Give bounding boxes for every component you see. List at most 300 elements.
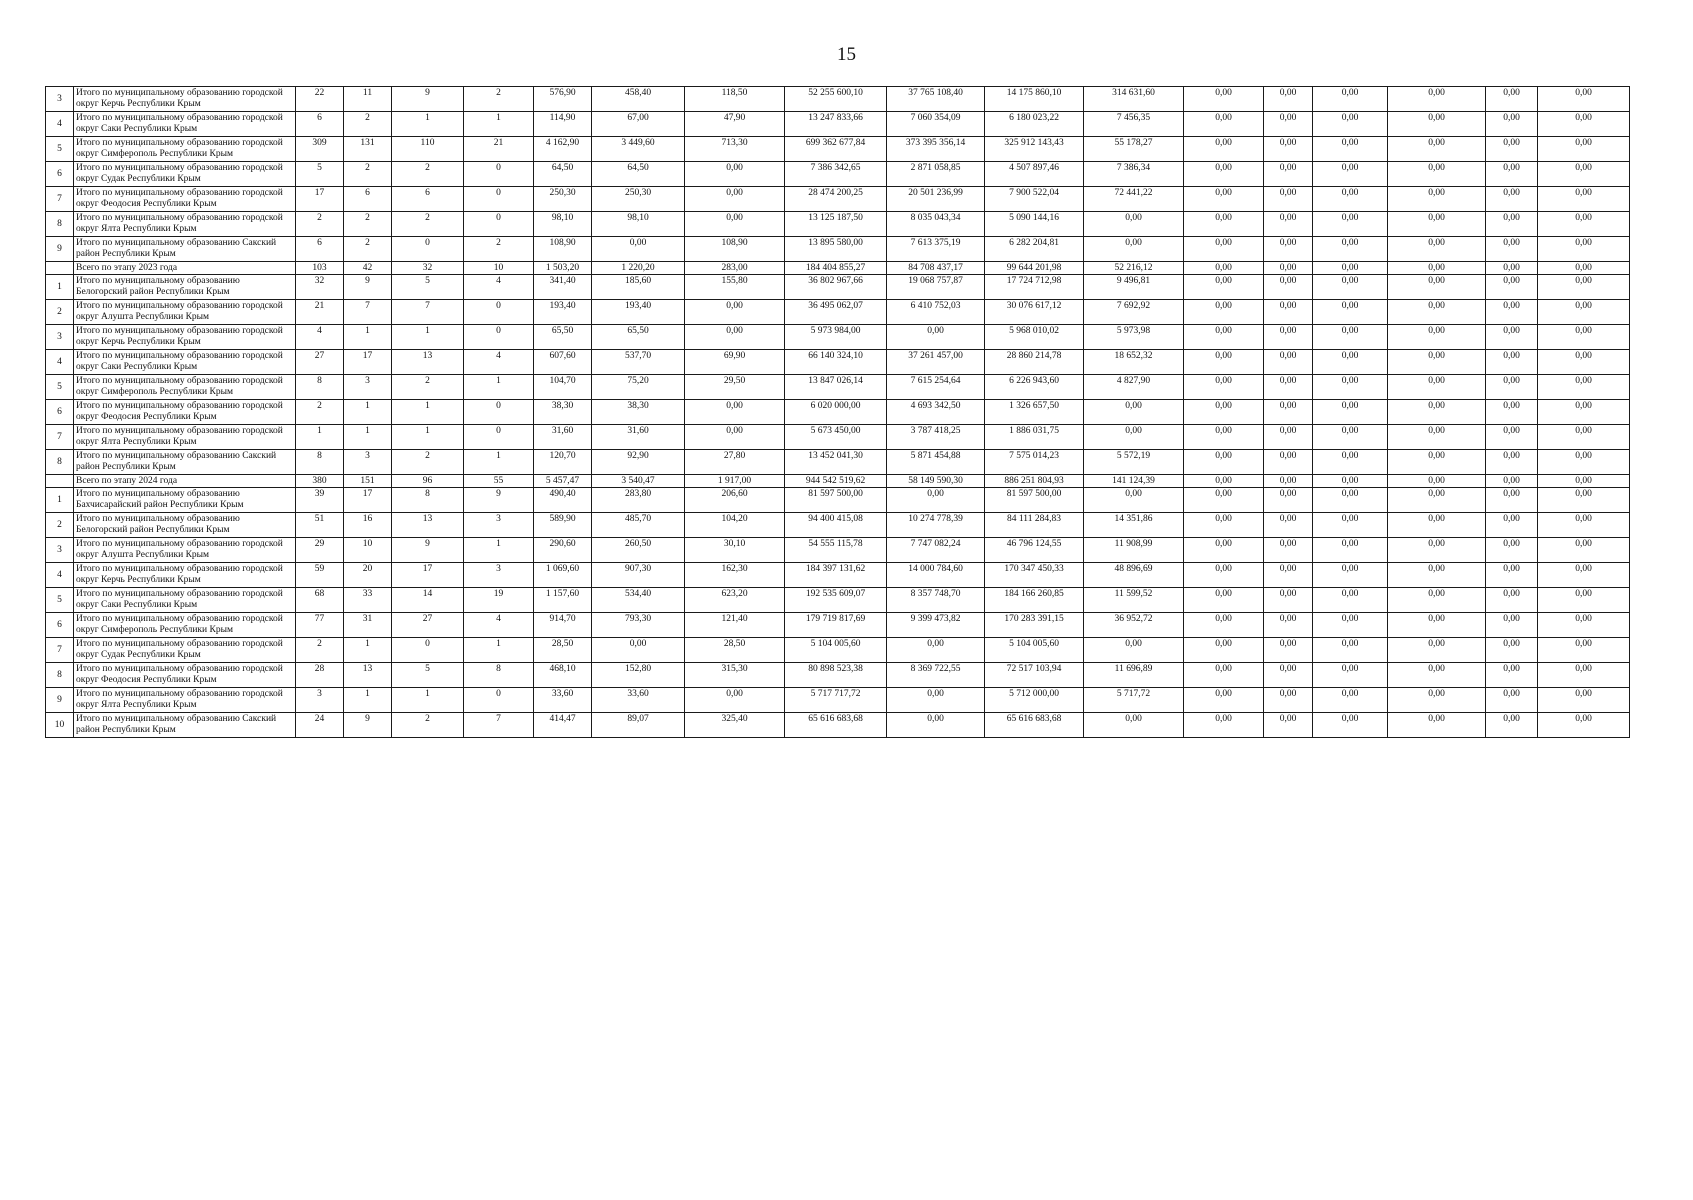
value-cell: 29,50 (685, 375, 785, 400)
value-cell: 1 (392, 425, 464, 450)
value-cell: 0,00 (1486, 187, 1538, 212)
value-cell: 84 708 437,17 (887, 262, 985, 275)
value-cell: 0,00 (1313, 688, 1388, 713)
value-cell: 0,00 (1084, 212, 1184, 237)
value-cell: 3 (344, 450, 392, 475)
value-cell: 0,00 (1264, 588, 1313, 613)
value-cell: 0,00 (1264, 275, 1313, 300)
value-cell: 0,00 (1313, 638, 1388, 663)
value-cell: 17 724 712,98 (985, 275, 1084, 300)
municipality-name: Итого по муниципальному образованию городской округ Феодосия Республики Крым (74, 663, 296, 688)
program-table-container (45, 86, 1668, 738)
value-cell: 0,00 (1264, 663, 1313, 688)
value-cell: 0,00 (1538, 262, 1630, 275)
value-cell: 16 (344, 513, 392, 538)
value-cell: 131 (344, 137, 392, 162)
value-cell: 0,00 (1184, 688, 1264, 713)
value-cell: 0,00 (1084, 237, 1184, 262)
value-cell: 10 (344, 538, 392, 563)
stage-total-label: Всего по этапу 2023 года (74, 262, 296, 275)
value-cell: 0,00 (1184, 513, 1264, 538)
value-cell: 0,00 (1264, 563, 1313, 588)
value-cell: 36 495 062,07 (785, 300, 887, 325)
value-cell: 11 (344, 87, 392, 112)
value-cell: 9 496,81 (1084, 275, 1184, 300)
value-cell: 0,00 (1388, 112, 1486, 137)
value-cell: 0,00 (1388, 538, 1486, 563)
municipality-name: Итого по муниципальному образованию Сакский район Республики Крым (74, 713, 296, 738)
value-cell: 0,00 (1388, 162, 1486, 187)
municipality-name: Итого по муниципальному образованию городской округ Ялта Республики Крым (74, 212, 296, 237)
table-row (46, 638, 1689, 663)
value-cell: 1 (464, 538, 534, 563)
value-cell: 0,00 (685, 300, 785, 325)
value-cell: 0,00 (1486, 663, 1538, 688)
table-row (46, 350, 1689, 375)
value-cell: 27,80 (685, 450, 785, 475)
value-cell: 0,00 (1486, 375, 1538, 400)
value-cell: 17 (344, 488, 392, 513)
municipality-name: Итого по муниципальному образованию городской округ Симферополь Республики Крым (74, 375, 296, 400)
value-cell: 14 175 860,10 (985, 87, 1084, 112)
value-cell: 1 (392, 400, 464, 425)
value-cell: 0,00 (1264, 713, 1313, 738)
value-cell: 0,00 (1264, 137, 1313, 162)
value-cell: 623,20 (685, 588, 785, 613)
value-cell: 13 125 187,50 (785, 212, 887, 237)
value-cell: 0,00 (1486, 237, 1538, 262)
value-cell: 33 (344, 588, 392, 613)
value-cell: 7 456,35 (1084, 112, 1184, 137)
value-cell: 193,40 (592, 300, 685, 325)
value-cell: 0,00 (1264, 262, 1313, 275)
value-cell: 0,00 (887, 488, 985, 513)
value-cell: 7 747 082,24 (887, 538, 985, 563)
value-cell: 7 386 342,65 (785, 162, 887, 187)
row-number (46, 262, 74, 275)
value-cell: 6 (392, 187, 464, 212)
row-number: 6 (46, 400, 74, 425)
row-number (46, 475, 74, 488)
value-cell: 309 (296, 137, 344, 162)
row-number: 9 (46, 237, 74, 262)
row-number: 4 (46, 350, 74, 375)
value-cell: 0,00 (1313, 450, 1388, 475)
value-cell: 1 (344, 425, 392, 450)
value-cell: 2 (344, 212, 392, 237)
value-cell: 2 (344, 112, 392, 137)
value-cell: 7 692,92 (1084, 300, 1184, 325)
value-cell: 54 555 115,78 (785, 538, 887, 563)
value-cell: 0,00 (1486, 112, 1538, 137)
value-cell: 1 (344, 638, 392, 663)
value-cell: 1 (464, 112, 534, 137)
value-cell: 14 000 784,60 (887, 563, 985, 588)
value-cell: 108,90 (685, 237, 785, 262)
value-cell: 0,00 (1184, 613, 1264, 638)
value-cell: 0,00 (887, 713, 985, 738)
row-number: 10 (46, 713, 74, 738)
table-row (46, 275, 1689, 300)
value-cell: 5 (392, 663, 464, 688)
value-cell: 0,00 (685, 688, 785, 713)
value-cell: 64,50 (534, 162, 592, 187)
value-cell: 6 (296, 237, 344, 262)
value-cell: 250,30 (534, 187, 592, 212)
municipality-name: Итого по муниципальному образованию Бахчисарайский район Республики Крым (74, 488, 296, 513)
value-cell: 485,70 (592, 513, 685, 538)
value-cell: 0,00 (1486, 400, 1538, 425)
value-cell: 380 (296, 475, 344, 488)
value-cell: 1 886 031,75 (985, 425, 1084, 450)
value-cell: 29 (296, 538, 344, 563)
value-cell: 0,00 (1313, 513, 1388, 538)
value-cell: 52 216,12 (1084, 262, 1184, 275)
value-cell: 4 162,90 (534, 137, 592, 162)
value-cell: 7 900 522,04 (985, 187, 1084, 212)
value-cell: 104,70 (534, 375, 592, 400)
value-cell: 0,00 (1486, 588, 1538, 613)
value-cell: 1 503,20 (534, 262, 592, 275)
value-cell: 0,00 (1486, 538, 1538, 563)
value-cell: 0,00 (592, 638, 685, 663)
value-cell: 0,00 (1264, 300, 1313, 325)
value-cell: 9 (344, 713, 392, 738)
value-cell: 914,70 (534, 613, 592, 638)
value-cell: 0,00 (1184, 588, 1264, 613)
value-cell: 0,00 (1538, 588, 1630, 613)
value-cell: 468,10 (534, 663, 592, 688)
value-cell: 0,00 (887, 638, 985, 663)
value-cell: 0,00 (1486, 488, 1538, 513)
value-cell: 907,30 (592, 563, 685, 588)
value-cell: 314 631,60 (1084, 87, 1184, 112)
row-number: 3 (46, 87, 74, 112)
value-cell: 120,70 (534, 450, 592, 475)
value-cell: 0,00 (1184, 275, 1264, 300)
value-cell: 13 247 833,66 (785, 112, 887, 137)
value-cell: 5 712 000,00 (985, 688, 1084, 713)
value-cell: 0,00 (1313, 137, 1388, 162)
value-cell: 0,00 (1388, 688, 1486, 713)
value-cell: 250,30 (592, 187, 685, 212)
value-cell: 0,00 (1388, 475, 1486, 488)
value-cell: 0,00 (1184, 325, 1264, 350)
value-cell: 0,00 (1184, 262, 1264, 275)
value-cell: 108,90 (534, 237, 592, 262)
value-cell: 206,60 (685, 488, 785, 513)
value-cell: 0,00 (1538, 688, 1630, 713)
municipality-name: Итого по муниципальному образованию городской округ Ялта Республики Крым (74, 425, 296, 450)
value-cell: 0 (464, 425, 534, 450)
value-cell: 0,00 (1486, 300, 1538, 325)
value-cell: 20 501 236,99 (887, 187, 985, 212)
value-cell: 0,00 (1184, 87, 1264, 112)
value-cell: 0,00 (1313, 563, 1388, 588)
value-cell: 0,00 (1538, 325, 1630, 350)
table-row (46, 325, 1689, 350)
value-cell: 0,00 (1538, 513, 1630, 538)
value-cell: 84 111 284,83 (985, 513, 1084, 538)
value-cell: 7 (344, 300, 392, 325)
value-cell: 341,40 (534, 275, 592, 300)
value-cell: 6 (296, 112, 344, 137)
value-cell: 0,00 (1264, 475, 1313, 488)
value-cell: 0,00 (1184, 237, 1264, 262)
value-cell: 0,00 (1264, 613, 1313, 638)
municipality-name: Итого по муниципальному образованию городской округ Судак Республики Крым (74, 638, 296, 663)
value-cell: 2 (296, 638, 344, 663)
table-row (46, 563, 1689, 588)
value-cell: 21 (464, 137, 534, 162)
value-cell: 0 (464, 300, 534, 325)
value-cell: 8 (392, 488, 464, 513)
value-cell: 0,00 (1538, 350, 1630, 375)
stage-total-row (46, 475, 1689, 488)
value-cell: 162,30 (685, 563, 785, 588)
value-cell: 0,00 (1388, 87, 1486, 112)
table-row (46, 400, 1689, 425)
value-cell: 28 474 200,25 (785, 187, 887, 212)
value-cell: 713,30 (685, 137, 785, 162)
value-cell: 30 076 617,12 (985, 300, 1084, 325)
value-cell: 2 (296, 212, 344, 237)
value-cell: 170 283 391,15 (985, 613, 1084, 638)
value-cell: 5 973 984,00 (785, 325, 887, 350)
value-cell: 0,00 (1313, 350, 1388, 375)
value-cell: 13 (392, 350, 464, 375)
value-cell: 0,00 (1538, 475, 1630, 488)
value-cell: 0,00 (1388, 275, 1486, 300)
value-cell: 0,00 (1538, 87, 1630, 112)
value-cell: 1 326 657,50 (985, 400, 1084, 425)
value-cell: 21 (296, 300, 344, 325)
value-cell: 0,00 (1313, 663, 1388, 688)
row-number: 5 (46, 375, 74, 400)
value-cell: 0,00 (685, 400, 785, 425)
value-cell: 3 (296, 688, 344, 713)
value-cell: 39 (296, 488, 344, 513)
value-cell: 0,00 (1388, 513, 1486, 538)
table-row (46, 450, 1689, 475)
value-cell: 110 (392, 137, 464, 162)
value-cell: 3 449,60 (592, 137, 685, 162)
table-body (46, 87, 1689, 738)
value-cell: 36 802 967,66 (785, 275, 887, 300)
value-cell: 0,00 (1486, 162, 1538, 187)
row-number: 8 (46, 212, 74, 237)
value-cell: 0,00 (1538, 375, 1630, 400)
value-cell: 5 (392, 275, 464, 300)
value-cell: 260,50 (592, 538, 685, 563)
value-cell: 0,00 (1313, 538, 1388, 563)
value-cell: 290,60 (534, 538, 592, 563)
value-cell: 5 104 005,60 (785, 638, 887, 663)
value-cell: 2 (392, 450, 464, 475)
row-number: 4 (46, 112, 74, 137)
table-row (46, 237, 1689, 262)
value-cell: 0,00 (1538, 275, 1630, 300)
value-cell: 0 (464, 400, 534, 425)
value-cell: 1 157,60 (534, 588, 592, 613)
value-cell: 31 (344, 613, 392, 638)
value-cell: 5 673 450,00 (785, 425, 887, 450)
table-row (46, 588, 1689, 613)
value-cell: 77 (296, 613, 344, 638)
value-cell: 0,00 (1313, 87, 1388, 112)
value-cell: 28,50 (685, 638, 785, 663)
value-cell: 1 (464, 450, 534, 475)
value-cell: 6 410 752,03 (887, 300, 985, 325)
municipality-name: Итого по муниципальному образованию Сакский район Республики Крым (74, 237, 296, 262)
value-cell: 0,00 (1486, 638, 1538, 663)
value-cell: 0,00 (1388, 563, 1486, 588)
value-cell: 1 220,20 (592, 262, 685, 275)
value-cell: 1 069,60 (534, 563, 592, 588)
value-cell: 81 597 500,00 (985, 488, 1084, 513)
value-cell: 0,00 (1313, 212, 1388, 237)
value-cell: 55 (464, 475, 534, 488)
value-cell: 0,00 (1538, 237, 1630, 262)
value-cell: 28 (296, 663, 344, 688)
value-cell: 6 020 000,00 (785, 400, 887, 425)
value-cell: 69,90 (685, 350, 785, 375)
value-cell: 0,00 (1313, 325, 1388, 350)
value-cell: 0,00 (1264, 638, 1313, 663)
value-cell: 114,90 (534, 112, 592, 137)
row-number: 7 (46, 187, 74, 212)
value-cell: 0,00 (1264, 350, 1313, 375)
value-cell: 30,10 (685, 538, 785, 563)
program-summary-table (45, 86, 1689, 738)
value-cell: 2 871 058,85 (887, 162, 985, 187)
table-row (46, 513, 1689, 538)
value-cell: 9 (344, 275, 392, 300)
value-cell: 47,90 (685, 112, 785, 137)
value-cell: 4 (464, 613, 534, 638)
row-number: 7 (46, 638, 74, 663)
value-cell: 0,00 (1486, 713, 1538, 738)
value-cell: 0,00 (1184, 638, 1264, 663)
value-cell: 4 507 897,46 (985, 162, 1084, 187)
value-cell: 0,00 (1388, 212, 1486, 237)
municipality-name: Итого по муниципальному образованию Белогорский район Республики Крым (74, 513, 296, 538)
value-cell: 0,00 (1486, 275, 1538, 300)
municipality-name: Итого по муниципальному образованию городской округ Ялта Республики Крым (74, 688, 296, 713)
value-cell: 42 (344, 262, 392, 275)
table-row (46, 137, 1689, 162)
value-cell: 0,00 (1538, 450, 1630, 475)
value-cell: 0,00 (1184, 450, 1264, 475)
value-cell: 118,50 (685, 87, 785, 112)
value-cell: 283,80 (592, 488, 685, 513)
value-cell: 55 178,27 (1084, 137, 1184, 162)
value-cell: 0,00 (1538, 112, 1630, 137)
value-cell: 52 255 600,10 (785, 87, 887, 112)
value-cell: 11 696,89 (1084, 663, 1184, 688)
value-cell: 28,50 (534, 638, 592, 663)
value-cell: 576,90 (534, 87, 592, 112)
table-row (46, 663, 1689, 688)
value-cell: 0,00 (1538, 638, 1630, 663)
value-cell: 0,00 (887, 325, 985, 350)
value-cell: 0,00 (1184, 400, 1264, 425)
value-cell: 0,00 (1264, 112, 1313, 137)
value-cell: 0,00 (1538, 162, 1630, 187)
value-cell: 99 644 201,98 (985, 262, 1084, 275)
value-cell: 4 (296, 325, 344, 350)
value-cell: 0,00 (1264, 325, 1313, 350)
value-cell: 33,60 (592, 688, 685, 713)
value-cell: 103 (296, 262, 344, 275)
value-cell: 1 (392, 688, 464, 713)
value-cell: 1 (344, 325, 392, 350)
value-cell: 66 140 324,10 (785, 350, 887, 375)
municipality-name: Итого по муниципальному образованию Сакский район Республики Крым (74, 450, 296, 475)
value-cell: 7 613 375,19 (887, 237, 985, 262)
value-cell: 0 (464, 688, 534, 713)
value-cell: 0,00 (1538, 137, 1630, 162)
row-number: 3 (46, 538, 74, 563)
value-cell: 0,00 (1486, 87, 1538, 112)
value-cell: 0,00 (685, 325, 785, 350)
table-row (46, 375, 1689, 400)
value-cell: 58 149 590,30 (887, 475, 985, 488)
value-cell: 0 (464, 162, 534, 187)
table-row (46, 538, 1689, 563)
row-number: 8 (46, 450, 74, 475)
value-cell: 27 (392, 613, 464, 638)
value-cell: 1 (392, 325, 464, 350)
table-row (46, 688, 1689, 713)
value-cell: 0,00 (1184, 375, 1264, 400)
value-cell: 14 351,86 (1084, 513, 1184, 538)
value-cell: 1 (344, 400, 392, 425)
value-cell: 283,00 (685, 262, 785, 275)
municipality-name: Итого по муниципальному образованию городской округ Симферополь Республики Крым (74, 613, 296, 638)
value-cell: 0,00 (1264, 400, 1313, 425)
value-cell: 0,00 (1084, 638, 1184, 663)
value-cell: 0,00 (1184, 187, 1264, 212)
value-cell: 0,00 (1486, 475, 1538, 488)
value-cell: 0 (464, 325, 534, 350)
value-cell: 793,30 (592, 613, 685, 638)
stage-total-row (46, 262, 1689, 275)
value-cell: 81 597 500,00 (785, 488, 887, 513)
value-cell: 0,00 (1313, 475, 1388, 488)
value-cell: 1 (344, 688, 392, 713)
value-cell: 24 (296, 713, 344, 738)
value-cell: 5 968 010,02 (985, 325, 1084, 350)
value-cell: 0,00 (1486, 350, 1538, 375)
value-cell: 170 347 450,33 (985, 563, 1084, 588)
value-cell: 5 572,19 (1084, 450, 1184, 475)
table-row (46, 713, 1689, 738)
value-cell: 94 400 415,08 (785, 513, 887, 538)
municipality-name: Итого по муниципальному образованию городской округ Феодосия Республики Крым (74, 400, 296, 425)
value-cell: 0,00 (1184, 713, 1264, 738)
value-cell: 65,50 (592, 325, 685, 350)
value-cell: 184 397 131,62 (785, 563, 887, 588)
value-cell: 0,00 (1184, 162, 1264, 187)
value-cell: 0,00 (1264, 187, 1313, 212)
value-cell: 9 (392, 538, 464, 563)
value-cell: 607,60 (534, 350, 592, 375)
value-cell: 33,60 (534, 688, 592, 713)
value-cell: 0,00 (1486, 613, 1538, 638)
value-cell: 0,00 (1313, 375, 1388, 400)
table-row (46, 187, 1689, 212)
